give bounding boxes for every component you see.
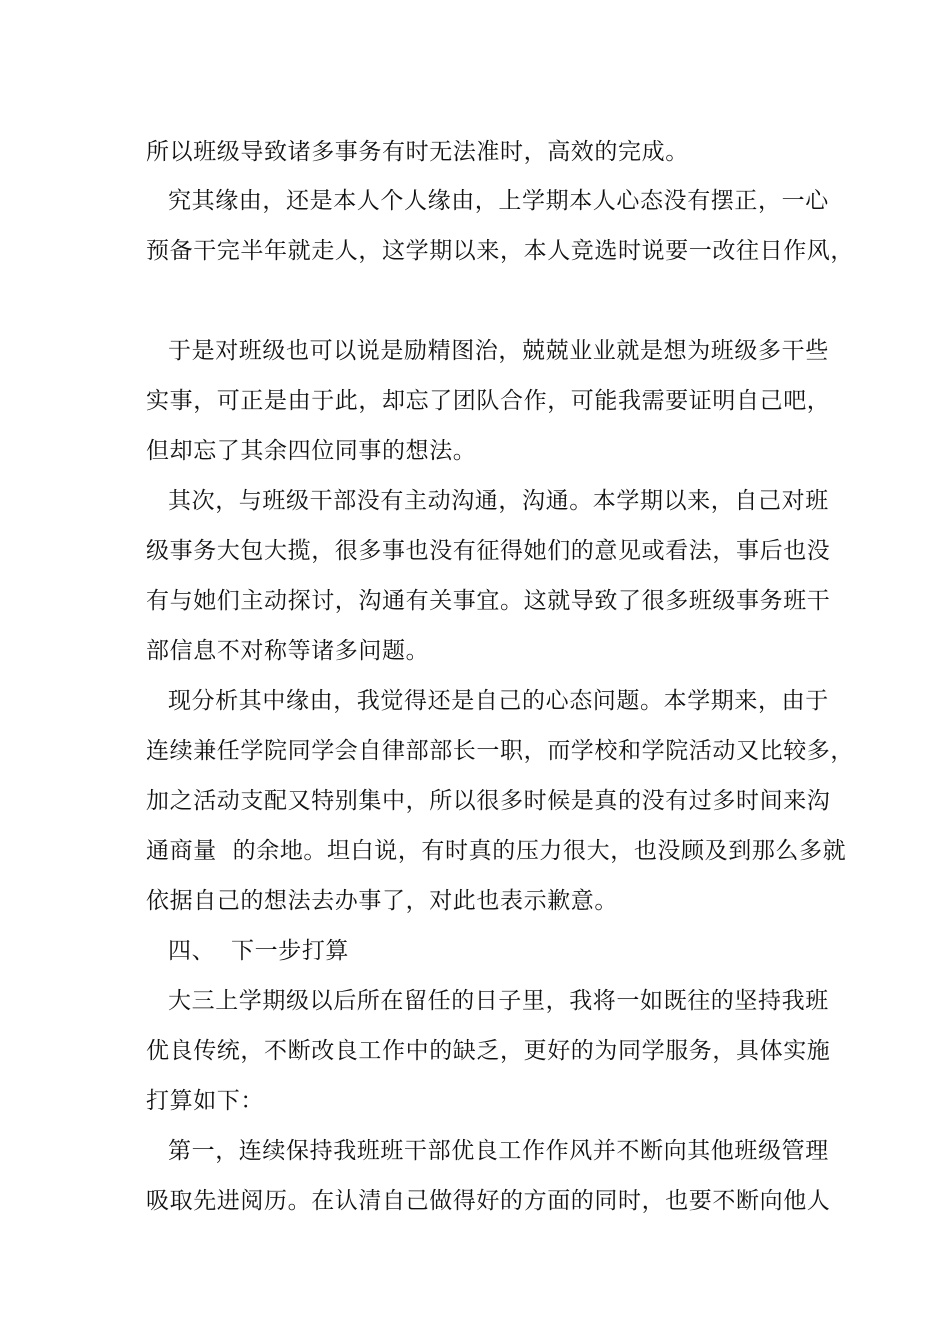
text-line: 依据自己的想法去办事了，对此也表示歉意。 bbox=[146, 888, 618, 914]
text-line: 于是对班级也可以说是励精图治，兢兢业业就是想为班级多干些 bbox=[168, 338, 829, 364]
text-line: 加之活动支配又特别集中，所以很多时候是真的没有过多时间来沟 bbox=[146, 788, 831, 814]
text-line: 大三上学期级以后所在留任的日子里，我将一如既往的坚持我班 bbox=[168, 988, 829, 1014]
text-line: 其次，与班级干部没有主动沟通，沟通。本学期以来，自己对班 bbox=[168, 488, 829, 514]
text-line: 部信息不对称等诸多问题。 bbox=[146, 638, 430, 664]
text-line: 吸取先进阅历。在认清自己做得好的方面的同时，也要不断向他人 bbox=[146, 1188, 831, 1214]
text-line: 有与她们主动探讨，沟通有关事宜。这就导致了很多班级事务班干 bbox=[146, 588, 831, 614]
text-line: 级事务大包大揽，很多事也没有征得她们的意见或看法，事后也没 bbox=[146, 538, 831, 564]
text-line: 现分析其中缘由，我觉得还是自己的心态问题。本学期来，由于 bbox=[168, 688, 829, 714]
text-line: 打算如下： bbox=[146, 1088, 264, 1114]
text-line: 连续兼任学院同学会自律部部长一职，而学校和学院活动又比较多， bbox=[146, 738, 854, 764]
text-line: 通商量 的余地。坦白说，有时真的压力很大，也没顾及到那么多就 bbox=[146, 838, 847, 864]
text-line: 实事，可正是由于此，却忘了团队合作，可能我需要证明自己吧， bbox=[146, 388, 831, 414]
text-line: 预备干完半年就走人，这学期以来，本人竞选时说要一改往日作风， bbox=[146, 238, 854, 264]
text-line: 但却忘了其余四位同事的想法。 bbox=[146, 438, 477, 464]
text-line: 第一，连续保持我班班干部优良工作作风并不断向其他班级管理 bbox=[168, 1138, 829, 1164]
text-line: 究其缘由，还是本人个人缘由，上学期本人心态没有摆正，一心 bbox=[168, 188, 829, 214]
text-line: 所以班级导致诸多事务有时无法准时，高效的完成。 bbox=[146, 139, 689, 165]
text-line: 优良传统，不断改良工作中的缺乏，更好的为同学服务，具体实施 bbox=[146, 1038, 831, 1064]
section-heading: 四、 下一步打算 bbox=[168, 938, 350, 964]
